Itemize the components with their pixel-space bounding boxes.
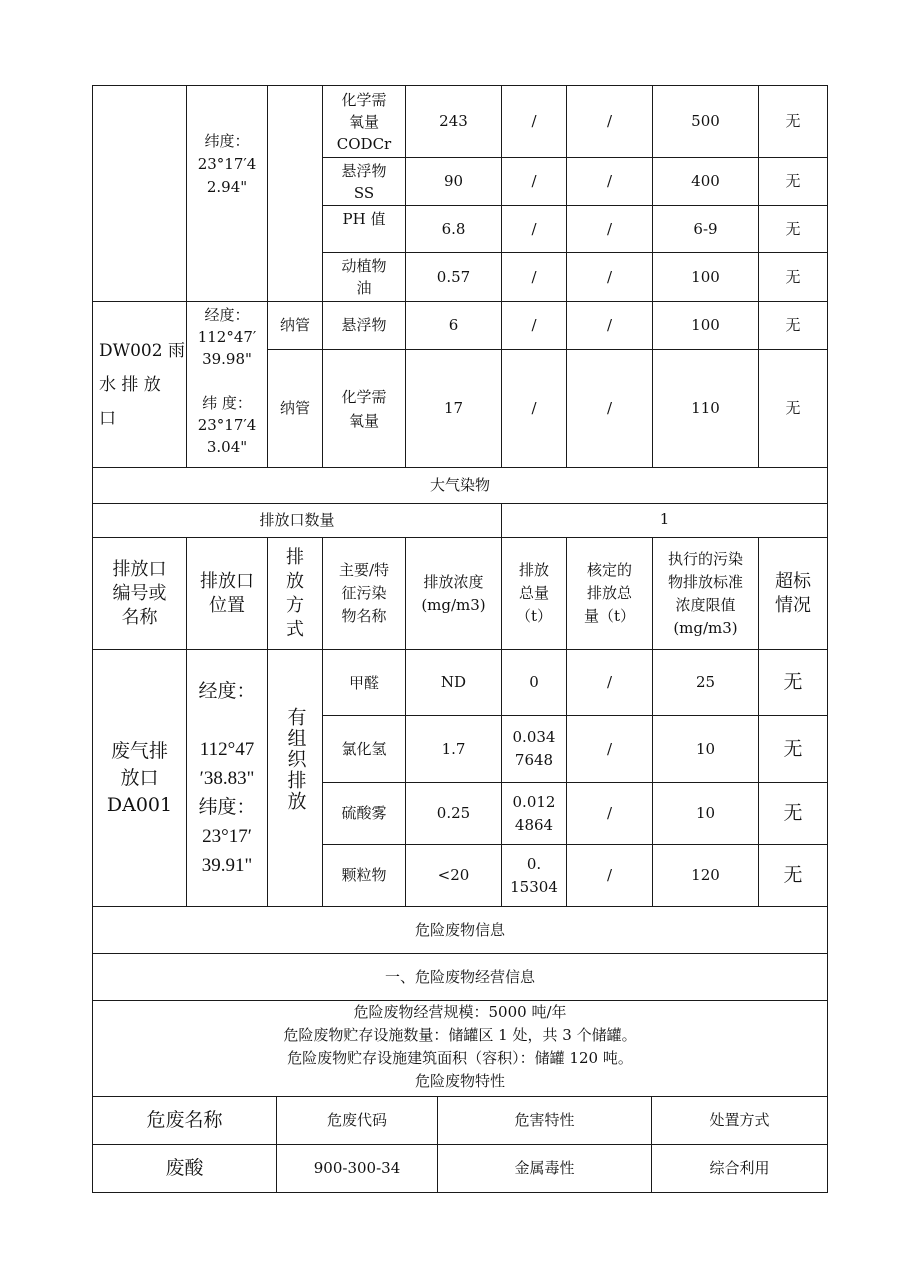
exceed: 无 [759,350,828,468]
hazardous-section-title: 危险废物信息 [93,907,828,954]
header-concentration: 排放浓度 (mg/m3) [406,538,502,650]
header-waste-code: 危废代码 [277,1097,438,1145]
concentration: 90 [406,158,502,206]
hazardous-info [93,1001,828,1097]
limit: 10 [653,716,759,783]
emission-table [92,85,828,1097]
header-disposal-method: 处置方式 [652,1097,828,1145]
limit: 6-9 [653,206,759,253]
concentration: 1.7 [406,716,502,783]
header-location: 排放口 位置 [187,538,268,650]
total: / [502,158,567,206]
header-outlet: 排放口 编号或 名称 [93,538,187,650]
concentration: ND [406,650,502,716]
limit: 10 [653,783,759,845]
total: / [502,302,567,350]
exceed: 无 [759,86,828,158]
pollutant-name: 甲醛 [323,650,406,716]
total: / [502,253,567,302]
exceed: 无 [759,206,828,253]
exceed: 无 [759,845,828,907]
concentration: 6 [406,302,502,350]
air-section-title: 大气染物 [93,468,828,504]
concentration: 6.8 [406,206,502,253]
pollutant-name: 硫酸雾 [323,783,406,845]
approved: / [567,253,653,302]
limit: 100 [653,302,759,350]
air-method-text: 有组织排放 [284,707,307,812]
disposal-method: 综合利用 [652,1145,828,1193]
exceed: 无 [759,716,828,783]
limit: 500 [653,86,759,158]
limit: 25 [653,650,759,716]
outlet-name-dw002: DW002 雨 水 排 放 口 [93,302,187,468]
limit: 110 [653,350,759,468]
approved: / [567,158,653,206]
hazardous-characteristics-title: 危险废物特性 [414,1072,505,1090]
header-approved: 核定的 排放总 量（t） [567,538,653,650]
exceed: 无 [759,650,828,716]
concentration: <20 [406,845,502,907]
approved: / [567,650,653,716]
approved: / [567,350,653,468]
pollutant-name: 氯化氢 [323,716,406,783]
approved: / [567,716,653,783]
air-discharge-method [268,650,323,907]
discharge-method: 纳管 [268,302,323,350]
discharge-method: 纳管 [268,350,323,468]
method-cell-continued [268,86,323,302]
pollutant-name: 悬浮物 [323,302,406,350]
total: / [502,86,567,158]
hazardous-subsection-title: 一、危险废物经营信息 [93,954,828,1001]
total: 0 [502,650,567,716]
header-exceed: 超标 情况 [759,538,828,650]
dw002-longitude: 经度： 112°47′ 39.98" [197,306,257,368]
waste-name: 废酸 [93,1145,277,1193]
concentration: 243 [406,86,502,158]
exceed: 无 [759,158,828,206]
total: 0. 15304 [502,845,567,907]
air-outlet-name: 废气排 放口 DA001 [93,650,187,907]
limit: 400 [653,158,759,206]
waste-code: 900-300-34 [277,1145,438,1193]
pollutant-name: 化学需 氧量 [323,350,406,468]
header-total: 排放 总量 （t） [502,538,567,650]
concentration: 17 [406,350,502,468]
outlet-count-value: 1 [502,504,828,538]
total: 0.034 7648 [502,716,567,783]
pollutant-name: 颗粒物 [323,845,406,907]
dw002-latitude: 纬 度： 23°17′4 3.04" [197,394,257,456]
hazardous-waste-table [92,1096,828,1193]
outlet-count-label: 排放口数量 [93,504,502,538]
outlet-latitude: 纬度： 23°17′4 2.94" [187,86,268,302]
header-pollutant: 主要/特 征污染 物名称 [323,538,406,650]
pollutant-name: 动植物 油 [323,253,406,302]
header-hazard-property: 危害特性 [438,1097,652,1145]
pollutant-name: 化学需 氧量 CODCr [323,86,406,158]
limit: 100 [653,253,759,302]
hazardous-facility-area: 危险废物贮存设施建筑面积（容积）：储罐 120 吨。 [287,1049,633,1067]
header-waste-name: 危废名称 [93,1097,277,1145]
pollutant-name: 悬浮物 SS [323,158,406,206]
total: / [502,206,567,253]
limit: 120 [653,845,759,907]
approved: / [567,845,653,907]
approved: / [567,302,653,350]
air-outlet-location: 经度： 112°47 ′38.83" 纬度： 23°17′ 39.91" [187,650,268,907]
outlet-location-dw002 [187,302,268,468]
exceed: 无 [759,253,828,302]
exceed: 无 [759,302,828,350]
hazard-property: 金属毒性 [438,1145,652,1193]
header-method: 排 放 方 式 [268,538,323,650]
total: / [502,350,567,468]
exceed: 无 [759,783,828,845]
hazardous-scale: 危险废物经营规模：5000 吨/年 [353,1003,567,1021]
approved: / [567,206,653,253]
concentration: 0.25 [406,783,502,845]
hazardous-facility-count: 危险废物贮存设施数量：储罐区 1 处，共 3 个储罐。 [283,1026,637,1044]
pollutant-name: PH 值 [323,206,406,253]
total: 0.012 4864 [502,783,567,845]
approved: / [567,86,653,158]
outlet-cell-continued [93,86,187,302]
approved: / [567,783,653,845]
header-limit: 执行的污染 物排放标准 浓度限值 (mg/m3) [653,538,759,650]
concentration: 0.57 [406,253,502,302]
